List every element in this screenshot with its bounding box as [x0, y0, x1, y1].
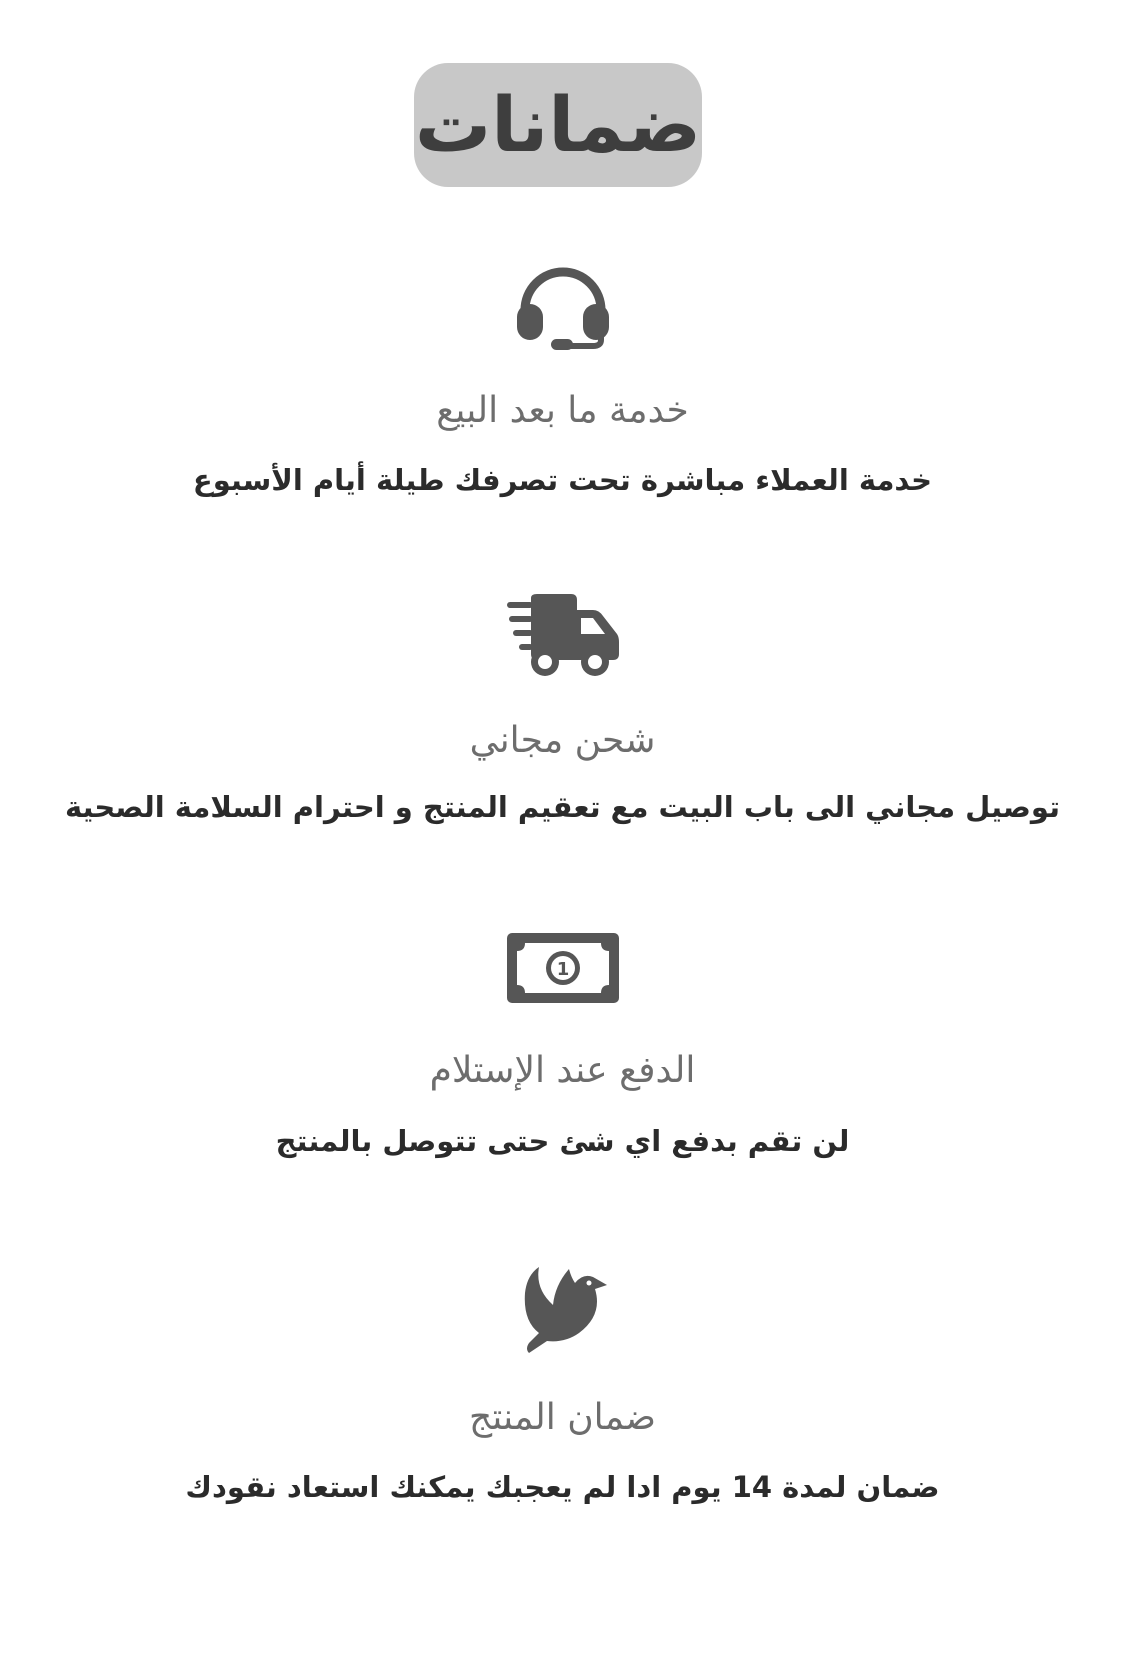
feature-heading: خدمة ما بعد البيع	[436, 390, 689, 431]
feature-description: توصيل مجاني الى باب البيت مع تعقيم المنتج و احترام السلامة الصحية	[64, 790, 1061, 824]
page-title: ضمانات	[414, 80, 702, 169]
delivery-truck-icon	[507, 594, 619, 680]
headset-icon	[513, 258, 613, 350]
feature-heading: ضمان المنتج	[469, 1397, 656, 1438]
feature-description: ضمان لمدة 14 يوم ادا لم يعجبك يمكنك استعاد نقودك	[185, 1470, 940, 1504]
banknote-digit: 1	[556, 959, 569, 980]
feature-heading: الدفع عند الإستلام	[429, 1050, 696, 1091]
feature-heading: شحن مجاني	[469, 720, 656, 761]
dove-icon	[517, 1263, 609, 1353]
feature-description: لن تقم بدفع اي شئ حتى تتوصل بالمنتج	[275, 1124, 850, 1158]
feature-description: خدمة العملاء مباشرة تحت تصرفك طيلة أيام الأسبوع	[192, 463, 933, 497]
title-badge	[414, 63, 702, 187]
banknote-icon	[507, 933, 619, 1003]
